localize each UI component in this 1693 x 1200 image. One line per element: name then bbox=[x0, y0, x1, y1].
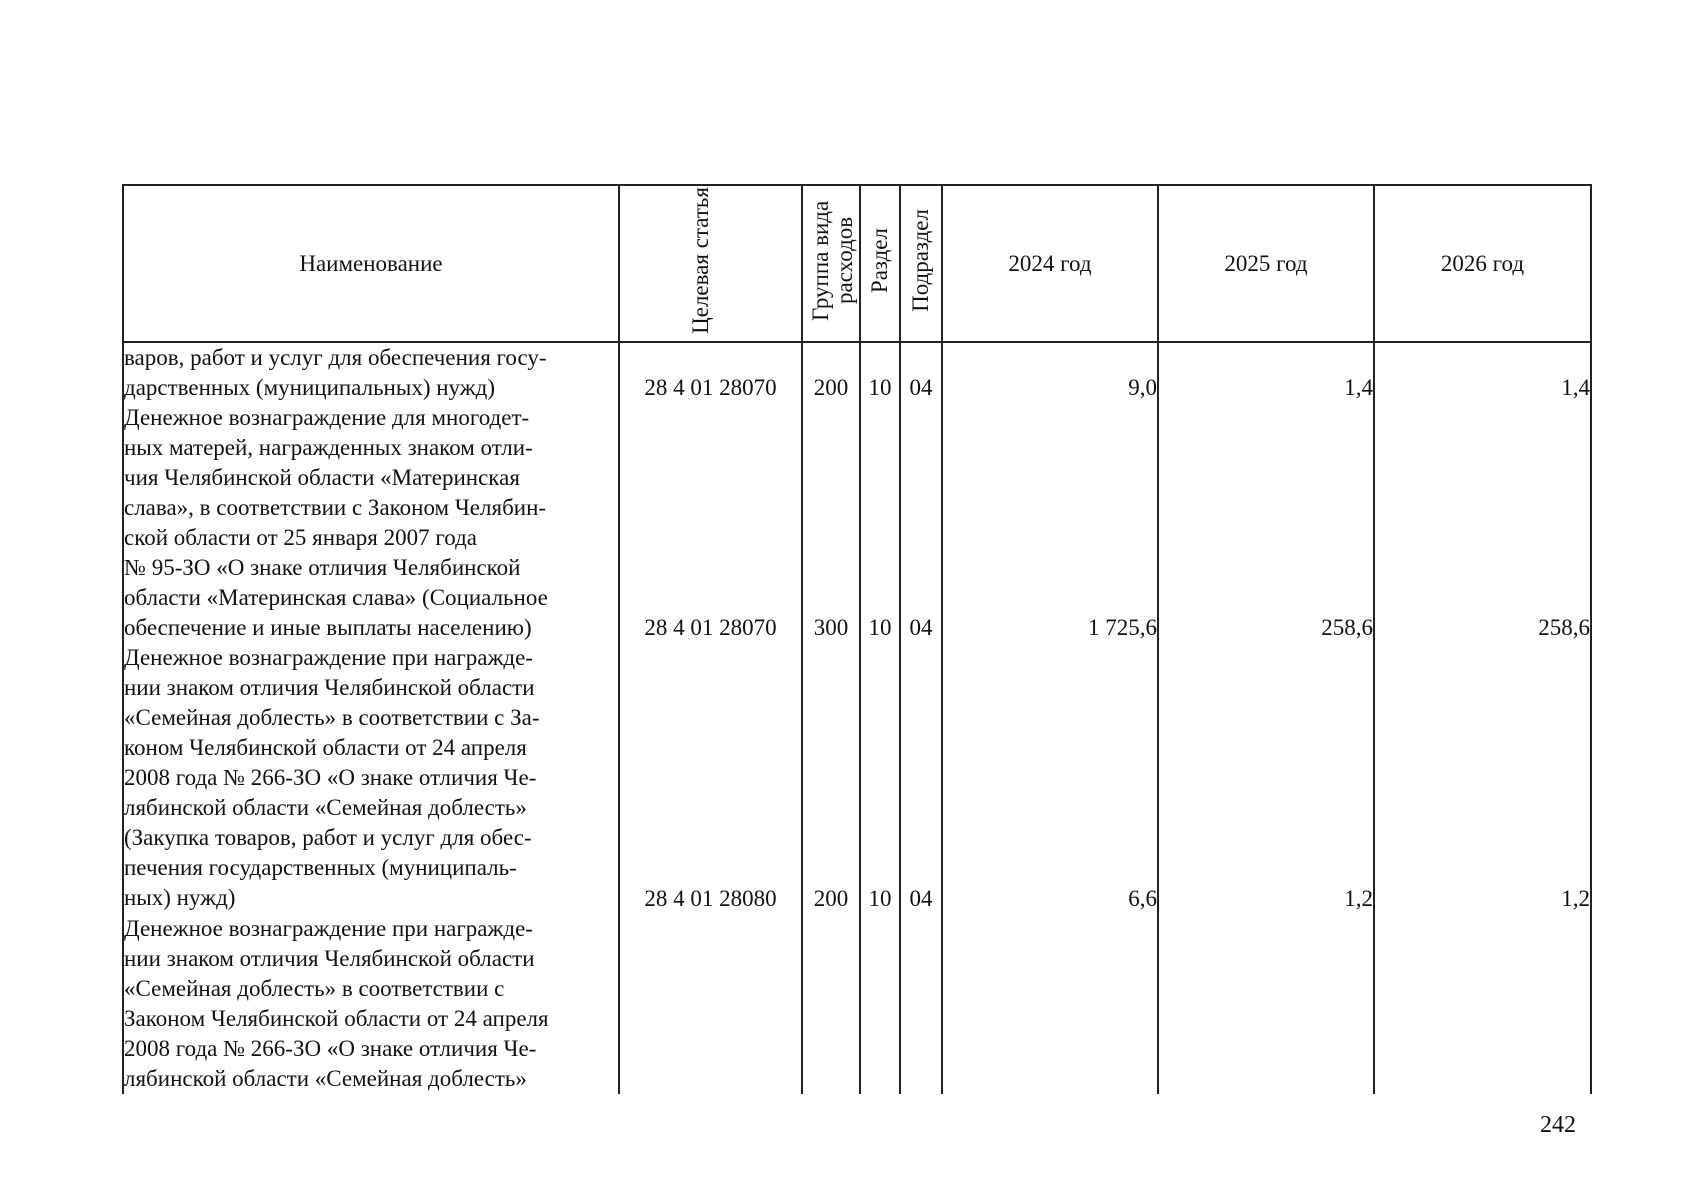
name-line: 2008 года № 266-ЗО «О знаке отличия Че- bbox=[124, 765, 537, 791]
header-section: Раздел bbox=[860, 185, 900, 342]
header-2025: 2025 год bbox=[1158, 185, 1374, 342]
table-body bbox=[123, 342, 1591, 1094]
name-line: «Семейная доблесть» в соответствии с bbox=[124, 975, 505, 1001]
name-line: дарственных (муниципальных) нужд) bbox=[124, 375, 495, 400]
cell-2025: 258,6 bbox=[1158, 403, 1374, 643]
cell-2025: 1,2 bbox=[1158, 643, 1374, 913]
name-line: слава», в соответствии с Законом Челябин- bbox=[124, 495, 547, 521]
cell-2024: 6,6 bbox=[942, 643, 1158, 913]
header-target-article: Целевая статья bbox=[619, 185, 802, 342]
name-line: варов, работ и услуг для обеспечения госу- bbox=[124, 345, 547, 370]
cell-section: 10 bbox=[860, 342, 900, 403]
cell-name bbox=[123, 643, 619, 913]
name-line: области «Материнская слава» (Социальное bbox=[124, 585, 548, 611]
header-name: Наименование bbox=[123, 185, 619, 342]
cell-subsection: 04 bbox=[900, 643, 942, 913]
name-line: нии знаком отличия Челябинской области bbox=[124, 945, 535, 971]
cell-2024: 1 725,6 bbox=[942, 403, 1158, 643]
name-line: ской области от 25 января 2007 года bbox=[124, 525, 477, 551]
name-line: коном Челябинской области от 24 апреля bbox=[124, 735, 527, 761]
header-2026: 2026 год bbox=[1374, 185, 1591, 342]
name-line: ных матерей, награжденных знаком отли- bbox=[124, 435, 533, 461]
cell-target-article bbox=[619, 914, 802, 1094]
table-header-row bbox=[123, 185, 1591, 342]
cell-2025 bbox=[1158, 914, 1374, 1094]
table-row bbox=[123, 403, 1591, 643]
cell-section: 10 bbox=[860, 403, 900, 643]
cell-name bbox=[123, 342, 619, 403]
name-line: Законом Челябинской области от 24 апреля bbox=[124, 1005, 549, 1031]
cell-section: 10 bbox=[860, 643, 900, 913]
name-line: Денежное вознаграждение при награжде- bbox=[124, 915, 533, 941]
cell-2025: 1,4 bbox=[1158, 342, 1374, 403]
cell-name bbox=[123, 403, 619, 643]
cell-subsection: 04 bbox=[900, 403, 942, 643]
cell-subsection: 04 bbox=[900, 342, 942, 403]
table-row bbox=[123, 342, 1591, 403]
name-line: 2008 года № 266-ЗО «О знаке отличия Че- bbox=[124, 1035, 537, 1061]
name-line: лябинской области «Семейная доблесть» bbox=[124, 795, 527, 821]
header-expense-group: Группа вида расходов bbox=[802, 185, 860, 342]
cell-target-article: 28 4 01 28080 bbox=[619, 643, 802, 913]
table-row bbox=[123, 643, 1591, 913]
cell-expense-group: 200 bbox=[802, 643, 860, 913]
cell-name bbox=[123, 914, 619, 1094]
name-line: нии знаком отличия Челябинской области bbox=[124, 675, 535, 701]
name-line: Денежное вознаграждение для многодет- bbox=[124, 405, 530, 431]
header-subsection: Подраздел bbox=[900, 185, 942, 342]
cell-2026 bbox=[1374, 914, 1591, 1094]
cell-2026: 1,4 bbox=[1374, 342, 1591, 403]
page-number: 242 bbox=[1540, 1112, 1576, 1138]
budget-table bbox=[122, 184, 1592, 1094]
name-line: № 95-ЗО «О знаке отличия Челябинской bbox=[124, 555, 521, 581]
name-line: (Закупка товаров, работ и услуг для обес- bbox=[124, 825, 532, 851]
name-line: печения государственных (муниципаль- bbox=[124, 855, 517, 881]
name-line: ных) нужд) bbox=[124, 885, 236, 911]
name-line: чия Челябинской области «Материнская bbox=[124, 465, 520, 491]
cell-subsection bbox=[900, 914, 942, 1094]
cell-2024 bbox=[942, 914, 1158, 1094]
cell-2026: 258,6 bbox=[1374, 403, 1591, 643]
table-row bbox=[123, 914, 1591, 1094]
name-line: «Семейная доблесть» в соответствии с За- bbox=[124, 705, 540, 731]
header-2024: 2024 год bbox=[942, 185, 1158, 342]
name-line: Денежное вознаграждение при награжде- bbox=[124, 645, 533, 671]
cell-2024: 9,0 bbox=[942, 342, 1158, 403]
cell-target-article: 28 4 01 28070 bbox=[619, 403, 802, 643]
cell-target-article: 28 4 01 28070 bbox=[619, 342, 802, 403]
cell-expense-group bbox=[802, 914, 860, 1094]
cell-expense-group: 200 bbox=[802, 342, 860, 403]
cell-section bbox=[860, 914, 900, 1094]
cell-2026: 1,2 bbox=[1374, 643, 1591, 913]
name-line: обеспечение и иные выплаты населению) bbox=[124, 615, 532, 641]
name-line: лябинской области «Семейная доблесть» bbox=[124, 1065, 527, 1091]
cell-expense-group: 300 bbox=[802, 403, 860, 643]
